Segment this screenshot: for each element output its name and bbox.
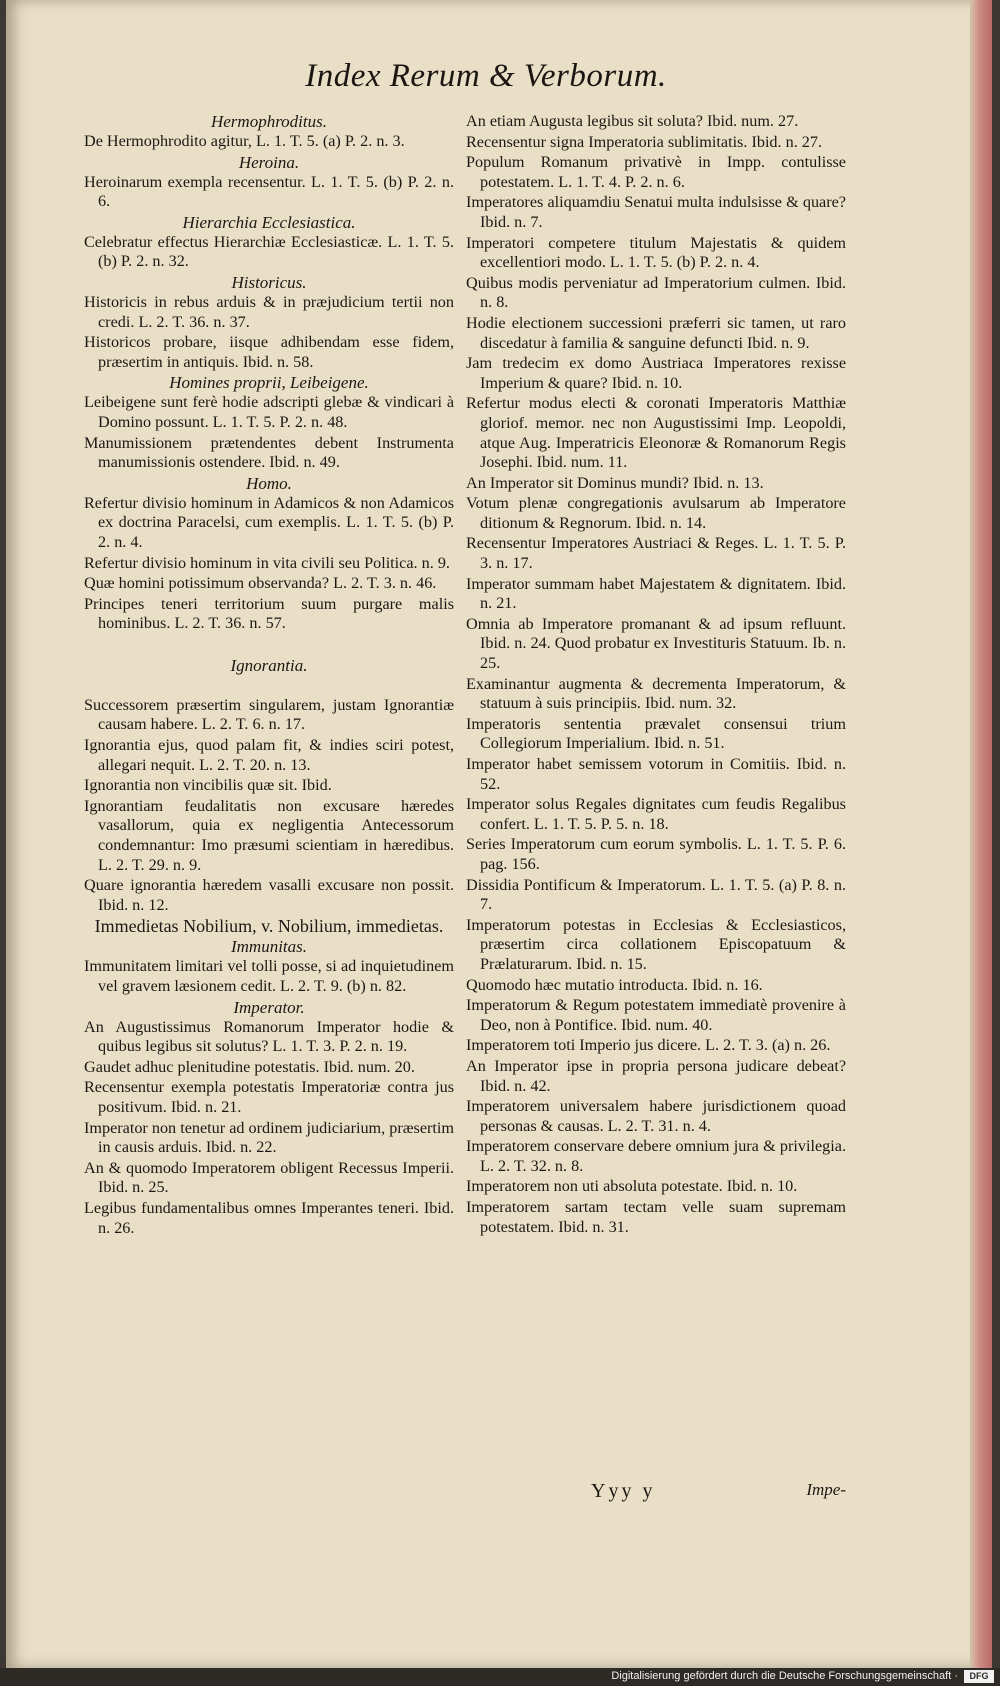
index-entry: An Augustissimus Romanorum Imperator hodie & quibus legibus sit solutus? L. 1. T. 3. P. 2. n. 19. xyxy=(84,1017,454,1056)
index-entry: Imperatorem conservare debere omnium jura & privilegia. L. 2. T. 32. n. 8. xyxy=(466,1137,846,1175)
index-entry: Hodie electionem successioni præferri sic tamen, ut raro discedatur à familia & sanguine defuncti Ibid. n. 9. xyxy=(466,313,846,352)
index-entry: Imperatorum potestas in Ecclesias & Ecclesiasticos, præsertim circa collationem Episcopatuum & Prælaturarum. Ibid. n. 15. xyxy=(466,915,846,973)
page-edge-red xyxy=(972,0,992,1668)
index-heading: Immedietas Nobilium, v. Nobilium, immedietas. xyxy=(94,916,444,937)
page-title: Index Rerum & Verborum. xyxy=(305,58,667,94)
index-entry: An Imperator sit Dominus mundi? Ibid. n. 13. xyxy=(466,473,764,492)
index-heading: Imperator. xyxy=(233,997,305,1017)
index-heading: Hermophroditus. xyxy=(210,112,327,131)
index-heading: Homo. xyxy=(246,473,292,493)
index-entry: Series Imperatorum cum eorum symbolis. L. 1. T. 5. P. 6. pag. 156. xyxy=(466,835,846,873)
index-entry: Celebratur effectus Hierarchiæ Ecclesiasticæ. L. 1. T. 5. (b) P. 2. n. 32. xyxy=(84,232,454,271)
index-heading: Heroina. xyxy=(238,152,300,172)
index-entry: Manumissionem prætendentes debent Instrumenta manumissionis ostendere. Ibid. n. 49. xyxy=(84,433,454,472)
index-entry: Historicis in rebus arduis & in præjudicium tertii non credi. L. 2. T. 36. n. 37. xyxy=(84,292,454,331)
index-entry: Immunitatem limitari vel tolli posse, si ad inquietudinem vel gravem læsionem cedit. L. 2. T. 9. (b) n. 82. xyxy=(84,957,454,995)
index-entry: Ignorantia ejus, quod palam fit, & indies sciri potest, allegari nequit. L. 2. T. 20. n. 13. xyxy=(84,736,454,774)
index-heading: Hierarchia Ecclesiastica. xyxy=(182,212,356,232)
index-entry: Refertur divisio hominum in Adamicos & non Adamicos ex doctrina Paracelsi, cum exemplis. L. 1. T. 5. (b) P. 2. n. 4. xyxy=(84,493,454,551)
index-entry: Imperatoris sententia prævalet consensui trium Collegiorum Imperialium. Ibid. n. 51. xyxy=(466,714,846,753)
index-entry: Recensentur exempla potestatis Imperatoriæ contra jus positivum. Ibid. n. 21. xyxy=(84,1078,454,1116)
index-heading: Immunitas. xyxy=(230,937,308,957)
catchword: Impe- xyxy=(806,1480,846,1499)
left-column xyxy=(84,112,454,1239)
index-entry: Imperatores aliquamdiu Senatui multa indulsisse & quare? Ibid. n. 7. xyxy=(466,193,846,231)
index-entry: Recensentur signa Imperatoria sublimitatis. Ibid. n. 27. xyxy=(466,132,823,151)
index-entry: Leibeigene sunt ferè hodie adscripti glebæ & vindicari à Domino possunt. L. 1. T. 5. P. 2. n. 48. xyxy=(84,393,454,431)
index-entry: Imperator summam habet Majestatem & dignitatem. Ibid. n. 21. xyxy=(466,574,846,613)
index-entry: Dissidia Pontificum & Imperatorum. L. 1. T. 5. (a) P. 8. n. 7. xyxy=(466,875,846,914)
book-page xyxy=(6,0,992,1668)
index-entry: Imperatorem sartam tectam velle suam supremam potestatem. Ibid. n. 31. xyxy=(466,1198,846,1236)
index-entry: Imperatorem non uti absoluta potestate. Ibid. n. 10. xyxy=(466,1177,798,1196)
index-entry: Quare ignorantia hæredem vasalli excusare non possit. Ibid. n. 12. xyxy=(84,876,454,914)
credit-text: Digitalisierung gefördert durch die Deutsche Forschungsgemeinschaft · xyxy=(611,1670,958,1682)
index-entry: Imperator solus Regales dignitates cum feudis Regalibus confert. L. 1. T. 5. P. 5. n. 18. xyxy=(466,795,846,833)
index-entry: Imperator habet semissem votorum in Comitiis. Ibid. n. 52. xyxy=(466,755,846,793)
dfg-logo: DFG xyxy=(964,1670,994,1683)
index-entry: Historicos probare, iisque adhibendam esse fidem, præsertim in antiquis. Ibid. n. 58. xyxy=(84,333,454,371)
index-entry: Examinantur augmenta & decrementa Imperatorum, & statuum à suis principiis. Ibid. num. 32. xyxy=(466,674,846,713)
index-entry: An etiam Augusta legibus sit soluta? Ibid. num. 27. xyxy=(466,112,799,130)
index-entry: Omnia ab Imperatore promanant & ad ipsum refluunt. Ibid. n. 24. Quod probatur ex Investituris Statuum. Ib. n. 25. xyxy=(466,614,846,673)
index-entry: Principes teneri territorium suum purgare malis hominibus. L. 2. T. 36. n. 57. xyxy=(84,594,454,633)
index-entry: Quomodo hæc mutatio introducta. Ibid. n. 16. xyxy=(466,975,763,994)
index-entry: Successorem præsertim singularem, justam Ignorantiæ causam habere. L. 2. T. 6. n. 17. xyxy=(84,695,454,734)
index-entry: Imperator non tenetur ad ordinem judiciarium, præsertim in causis arduis. Ibid. n. 22. xyxy=(84,1118,454,1157)
index-entry: Refertur divisio hominum in vita civili seu Politica. n. 9. xyxy=(84,553,450,572)
scan-credit-bar xyxy=(0,1668,1000,1686)
index-entry: Gaudet adhuc plenitudine potestatis. Ibid. num. 20. xyxy=(84,1057,415,1076)
index-heading: Historicus. xyxy=(231,272,307,292)
index-entry: An Imperator ipse in propria persona judicare debeat? Ibid. n. 42. xyxy=(466,1056,846,1095)
index-heading: Homines proprii, Leibeigene. xyxy=(169,373,369,393)
index-heading: Ignorantia. xyxy=(230,655,308,675)
index-entry: Ignorantiam feudalitatis non excusare hæredes vasallorum, quia ex negligentia Antecessorum condemnantur: Imo præsumi scientiam in hæredibus. L. 2. T. 29. n. 9. xyxy=(84,796,454,874)
index-entry: Quæ homini potissimum observanda? L. 2. T. 3. n. 46. xyxy=(84,574,437,593)
index-entry: Imperatorum & Regum potestatem immediatè provenire à Deo, non à Pontifice. Ibid. num. 40. xyxy=(466,996,846,1034)
index-entry: De Hermophrodito agitur, L. 1. T. 5. (a) P. 2. n. 3. xyxy=(84,132,405,150)
signature-mark: Yyy y xyxy=(591,1480,656,1502)
index-entry: Votum plenæ congregationis avulsarum ab Imperatore ditionum & Regnorum. Ibid. n. 14. xyxy=(466,494,846,532)
index-entry: Ignorantia non vincibilis quæ sit. Ibid. xyxy=(84,776,332,795)
right-column xyxy=(466,112,846,1238)
index-entry: Imperatorem universalem habere jurisdictionem quoad personas & causas. L. 2. T. 31. n. 4. xyxy=(466,1097,846,1135)
index-entry: Legibus fundamentalibus omnes Imperantes teneri. Ibid. n. 26. xyxy=(84,1198,454,1237)
index-entry: Heroinarum exempla recensentur. L. 1. T. 5. (b) P. 2. n. 6. xyxy=(84,172,454,211)
index-entry: An & quomodo Imperatorem obligent Recessus Imperii. Ibid. n. 25. xyxy=(84,1158,454,1197)
index-entry: Recensentur Imperatores Austriaci & Reges. L. 1. T. 5. P. 3. n. 17. xyxy=(466,534,846,573)
index-entry: Refertur modus electi & coronati Imperatoris Matthiæ gloriof. memor. nec non Augustissimi Imp. Leopoldi, atque Aug. Imperatricis Eleonoræ & Romanorum Regis Josephi. Ibid. num. 11. xyxy=(466,394,846,472)
index-entry: Quibus modis perveniatur ad Imperatorium culmen. Ibid. n. 8. xyxy=(466,273,846,312)
index-entry: Populum Romanum privativè in Impp. contulisse potestatem. L. 1. T. 4. P. 2. n. 6. xyxy=(466,153,846,191)
index-entry: Imperatori competere titulum Majestatis & quidem excellentiori modo. L. 1. T. 5. (b) P. 2. n. 4. xyxy=(466,233,846,272)
index-entry: Imperatorem toti Imperio jus dicere. L. 2. T. 3. (a) n. 26. xyxy=(466,1036,831,1055)
index-entry: Jam tredecim ex domo Austriaca Imperatores rexisse Imperium & quare? Ibid. n. 10. xyxy=(466,354,846,392)
